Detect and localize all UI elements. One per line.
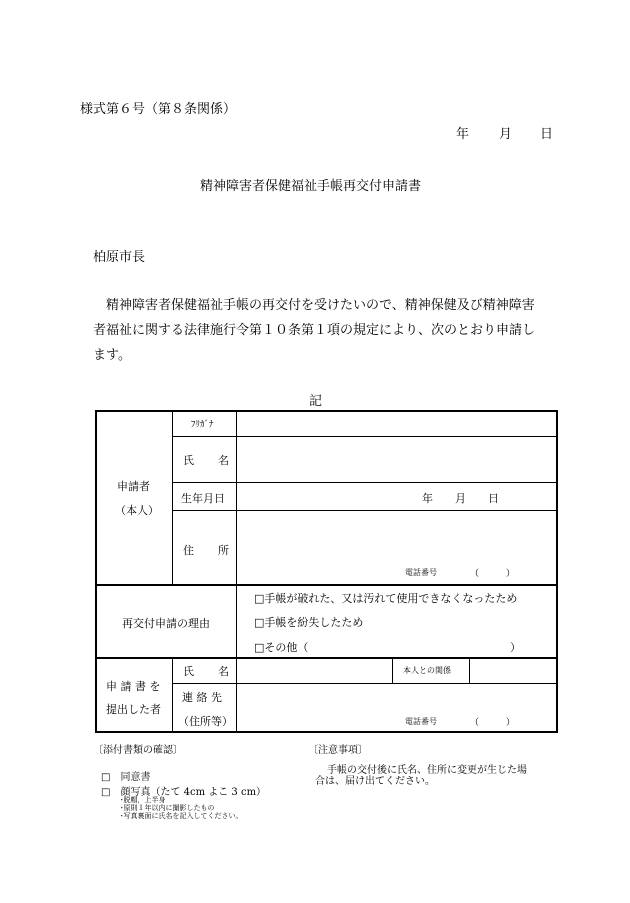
name-label-last: 名 (218, 454, 229, 467)
reason-other-close: ） (510, 641, 521, 654)
furigana-field[interactable] (237, 411, 556, 436)
birthdate-field[interactable] (237, 483, 556, 510)
submitter-name-label-first: 氏 (183, 665, 194, 678)
ki-label: 記 (309, 394, 323, 409)
addressee: 柏原市長 (93, 250, 146, 265)
date-month: 月 (499, 127, 513, 142)
body-text-line-3: ます。 (93, 348, 131, 363)
form-number: 様式第６号（第８条関係） (80, 102, 237, 117)
submitter-name-label-last: 名 (218, 665, 229, 678)
body-text-line-1: 精神障害者保健福祉手帳の再交付を受けたいので、精神保健及び精神障害 (106, 298, 535, 313)
applicant-self-label: （本人） (115, 504, 159, 517)
birth-day: 日 (488, 492, 499, 505)
birthdate-label: 生年月日 (181, 492, 225, 505)
submitter-label-line-1: 申 請 書 を (106, 680, 161, 693)
photo-note-1: ･脱帽，上半身 (120, 796, 166, 804)
reason-option-lost[interactable]: □手帳を紛失したため (254, 616, 364, 629)
reason-option-damaged[interactable]: □手帳が破れた、又は汚れて使用できなくなったため (254, 592, 518, 605)
form-title: 精神障害者保健福祉手帳再交付申請書 (200, 179, 422, 194)
phone-label-2: 電話番号 (405, 717, 437, 726)
applicant-label: 申請者 (117, 480, 150, 493)
photo-note-3: ･写真裏面に氏名を記入してください。 (120, 812, 243, 820)
birth-month: 月 (455, 492, 466, 505)
attachments-heading: 〔添付書類の確認〕 (93, 745, 183, 756)
name-label-first: 氏 (183, 454, 194, 467)
attachment-consent[interactable]: □ 同意書 (101, 772, 151, 783)
address-label-first: 住 (183, 544, 194, 557)
phone-parentheses-2: （ ） (470, 718, 516, 728)
furigana-label: ﾌﾘｶﾞﾅ (191, 420, 214, 430)
notes-line-1: 手帳の交付後に氏名、住所に変更が生じた場 (327, 765, 527, 776)
submitter-name-field[interactable] (237, 658, 392, 683)
reason-label: 再交付申請の理由 (122, 617, 210, 630)
date-day: 日 (540, 127, 554, 142)
contact-label: 連 絡 先 (182, 691, 222, 704)
phone-parentheses: （ ） (470, 569, 516, 579)
relation-field[interactable] (470, 658, 556, 683)
relation-label: 本人との関係 (403, 666, 451, 675)
contact-address-label: （住所等） (178, 715, 233, 728)
notes-line-2: 合は、届け出てください。 (315, 776, 435, 787)
notes-heading: 〔注意事項〕 (308, 745, 368, 756)
attachment-photo[interactable]: □ 顔写真（たて 4cm よこ 3 cm） (101, 787, 267, 798)
body-text-line-2: 者福祉に関する法律施行令第１０条第１項の規定により、次のとおり申請し (93, 323, 536, 338)
name-field[interactable] (237, 437, 556, 482)
date-year: 年 (456, 127, 470, 142)
reason-option-other[interactable]: □その他（ (254, 641, 309, 654)
photo-note-2: ･原則１年以内に撮影したもの (120, 804, 215, 812)
birth-year: 年 (422, 492, 433, 505)
phone-label: 電話番号 (405, 568, 437, 577)
address-label-last: 所 (218, 544, 229, 557)
submitter-label-line-2: 提出した者 (106, 703, 161, 716)
